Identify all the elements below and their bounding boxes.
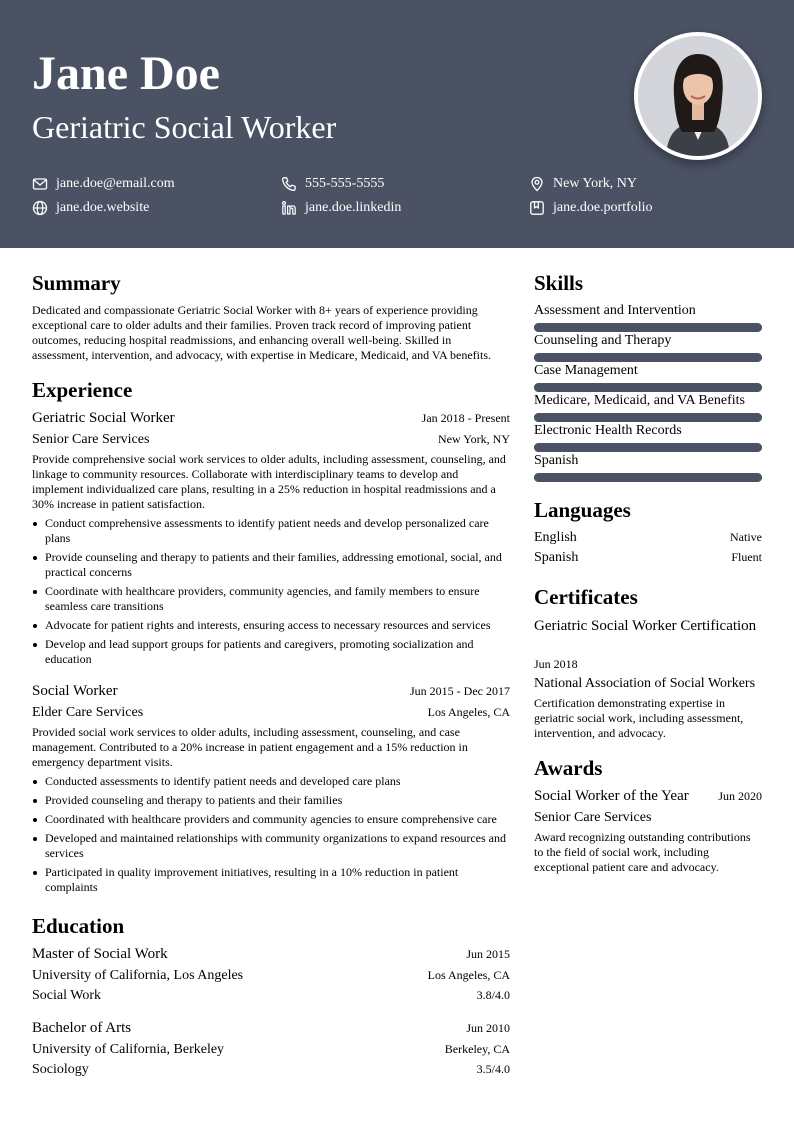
globe-icon: [32, 200, 48, 216]
job-2-bullets: [32, 774, 510, 899]
contact-phone[interactable]: [281, 175, 384, 193]
language-2-level: Fluent: [731, 550, 762, 564]
award-1-name: Social Worker of the Year: [534, 788, 689, 804]
award-1-description: Award recognizing outstanding contributions to the field of social work, including exceptional patient care and advocacy.: [534, 830, 751, 874]
candidate-name: Jane Doe: [32, 47, 220, 100]
skill-4-label: Medicare, Medicaid, and VA Benefits: [534, 393, 745, 408]
contact-email-text: jane.doe@email.com: [56, 176, 175, 191]
job-1-bullets: [32, 516, 510, 671]
language-2-row: [534, 547, 762, 568]
skill-3-label: Case Management: [534, 363, 638, 378]
certificate-1-date: Jun 2018: [534, 657, 578, 671]
list-item: Advocate for patient rights and interests, ensuring access to necessary resources and services: [32, 618, 510, 633]
skill-3-fill: [534, 383, 762, 392]
skill-3-bar: [534, 383, 762, 392]
skill-6-label: Spanish: [534, 453, 579, 468]
contact-email[interactable]: [32, 175, 175, 193]
contact-location: [529, 175, 637, 193]
language-1-name: English: [534, 530, 577, 545]
contact-phone-text: 555-555-5555: [305, 176, 385, 191]
list-item: Conduct comprehensive assessments to identify patient needs and develop personalized care plans: [32, 516, 510, 546]
job-1-description: Provide comprehensive social work services to older adults, including assessment, counseling, and linkage to community resources. Collaborate with interdisciplinary teams to develop and implement individualized care plans, resulting in a 25% reduction in hospital readmissions and a 30% increase in patient satisfaction.: [32, 452, 506, 511]
summary-heading: Summary: [32, 271, 121, 295]
job-1-dates: Jan 2018 - Present: [421, 411, 510, 425]
list-item: Developed and maintained relationships with community organizations to expand resources and services: [32, 831, 510, 861]
resume-header: [0, 0, 794, 248]
job-2-header: [32, 681, 510, 701]
job-2-dates: Jun 2015 - Dec 2017: [410, 684, 510, 698]
edu-1-school: University of California, Los Angeles: [32, 968, 244, 983]
edu-2-school: University of California, Berkeley: [32, 1042, 225, 1057]
job-2-description: Provided social work services to older adults, including assessment, counseling, and case management. Contributed to a 20% increase in patient engagement and a 15% reduction in emergency department visits.: [32, 725, 468, 769]
languages-heading: Languages: [534, 498, 631, 522]
skill-5-label: Electronic Health Records: [534, 423, 682, 438]
profile-photo: [634, 32, 762, 160]
job-1-company-row: [32, 429, 510, 450]
job-2-company-row: [32, 702, 510, 723]
language-2-name: Spanish: [534, 550, 579, 565]
skill-6-fill: [534, 473, 762, 482]
contact-linkedin-text: jane.doe.linkedin: [305, 200, 402, 215]
job-1-company: Senior Care Services: [32, 432, 150, 447]
award-1-issuer: Senior Care Services: [534, 810, 652, 825]
list-item: Conducted assessments to identify patient needs and developed care plans: [32, 774, 510, 789]
edu-1-date: Jun 2015: [466, 947, 510, 961]
edu-1-degree: Master of Social Work: [32, 946, 168, 962]
edu-2-field: Sociology: [32, 1062, 89, 1077]
skills-heading: Skills: [534, 271, 584, 295]
phone-icon: [281, 176, 297, 192]
edu-2-school-row: [32, 1039, 510, 1060]
skill-5-fill: [534, 443, 762, 452]
award-1-date: Jun 2020: [718, 789, 762, 803]
contact-portfolio-text: jane.doe.portfolio: [553, 200, 653, 215]
awards-heading: Awards: [534, 756, 603, 780]
list-item: Coordinate with healthcare providers, community agencies, and family members to ensure seamless care transitions: [32, 584, 510, 614]
contact-portfolio[interactable]: [529, 199, 653, 217]
portfolio-icon: [529, 200, 545, 216]
certificate-1-issuer: National Association of Social Workers: [534, 676, 756, 691]
edu-1-location: Los Angeles, CA: [427, 968, 510, 982]
edu-1-gpa: 3.8/4.0: [476, 988, 510, 1002]
skill-5-bar: [534, 443, 762, 452]
experience-heading: Experience: [32, 378, 133, 402]
edu-1-degree-row: [32, 944, 510, 964]
edu-2-gpa: 3.5/4.0: [476, 1062, 510, 1076]
contact-website[interactable]: [32, 199, 149, 217]
list-item: Provide counseling and therapy to patients and their families, addressing emotional, social, and practical concerns: [32, 550, 510, 580]
skill-2-fill: [534, 353, 762, 362]
job-1-role: Geriatric Social Worker: [32, 410, 175, 426]
award-1-header: [534, 786, 762, 806]
language-1-level: Native: [730, 530, 762, 544]
skill-6-bar: [534, 473, 762, 482]
edu-2-field-row: [32, 1059, 510, 1080]
location-icon: [529, 176, 545, 192]
linkedin-icon: [281, 200, 297, 216]
skill-1-fill: [534, 323, 762, 332]
certificate-1-name: Geriatric Social Worker Certification: [534, 618, 757, 634]
job-1-header: [32, 408, 510, 428]
edu-1-school-row: [32, 965, 510, 986]
skill-2-label: Counseling and Therapy: [534, 333, 672, 348]
edu-2-location: Berkeley, CA: [444, 1042, 510, 1056]
contact-website-text: jane.doe.website: [56, 200, 150, 215]
certificates-heading: Certificates: [534, 585, 638, 609]
candidate-title: Geriatric Social Worker: [32, 109, 337, 145]
skill-4-bar: [534, 413, 762, 422]
edu-2-degree-row: [32, 1018, 510, 1038]
edu-1-field: Social Work: [32, 988, 101, 1003]
job-2-company: Elder Care Services: [32, 705, 144, 720]
job-2-location: Los Angeles, CA: [427, 705, 510, 719]
list-item: Coordinated with healthcare providers and community agencies to ensure comprehensive care: [32, 812, 510, 827]
contact-location-text: New York, NY: [553, 176, 638, 191]
list-item: Provided counseling and therapy to patients and their families: [32, 793, 510, 808]
edu-1-field-row: [32, 985, 510, 1006]
certificate-1-description: Certification demonstrating expertise in geriatric social work, including assessment, intervention, and advocacy.: [534, 696, 744, 740]
edu-2-degree: Bachelor of Arts: [32, 1020, 132, 1036]
language-1-row: [534, 527, 762, 548]
email-icon: [32, 176, 48, 192]
summary-text: Dedicated and compassionate Geriatric Social Worker with 8+ years of experience providing exceptional care to older adults and their families. Proven track record of improving patient outcomes, reducing hospital readmissions, and enhancing overall well-being. Skilled in assessment, intervention, and advocacy, with expertise in Medicare, Medicaid, and VA benefits.: [32, 303, 491, 362]
contact-linkedin[interactable]: [281, 199, 401, 217]
list-item: Participated in quality improvement initiatives, resulting in a 10% reduction in patient complaints: [32, 865, 510, 895]
skill-1-label: Assessment and Intervention: [534, 303, 696, 318]
skill-1-bar: [534, 323, 762, 332]
job-1-location: New York, NY: [437, 432, 510, 446]
edu-2-date: Jun 2010: [466, 1021, 510, 1035]
job-2-role: Social Worker: [32, 683, 118, 699]
skill-2-bar: [534, 353, 762, 362]
list-item: Develop and lead support groups for patients and caregivers, promoting socialization and education: [32, 637, 510, 667]
education-heading: Education: [32, 914, 125, 938]
skill-4-fill: [534, 413, 762, 422]
